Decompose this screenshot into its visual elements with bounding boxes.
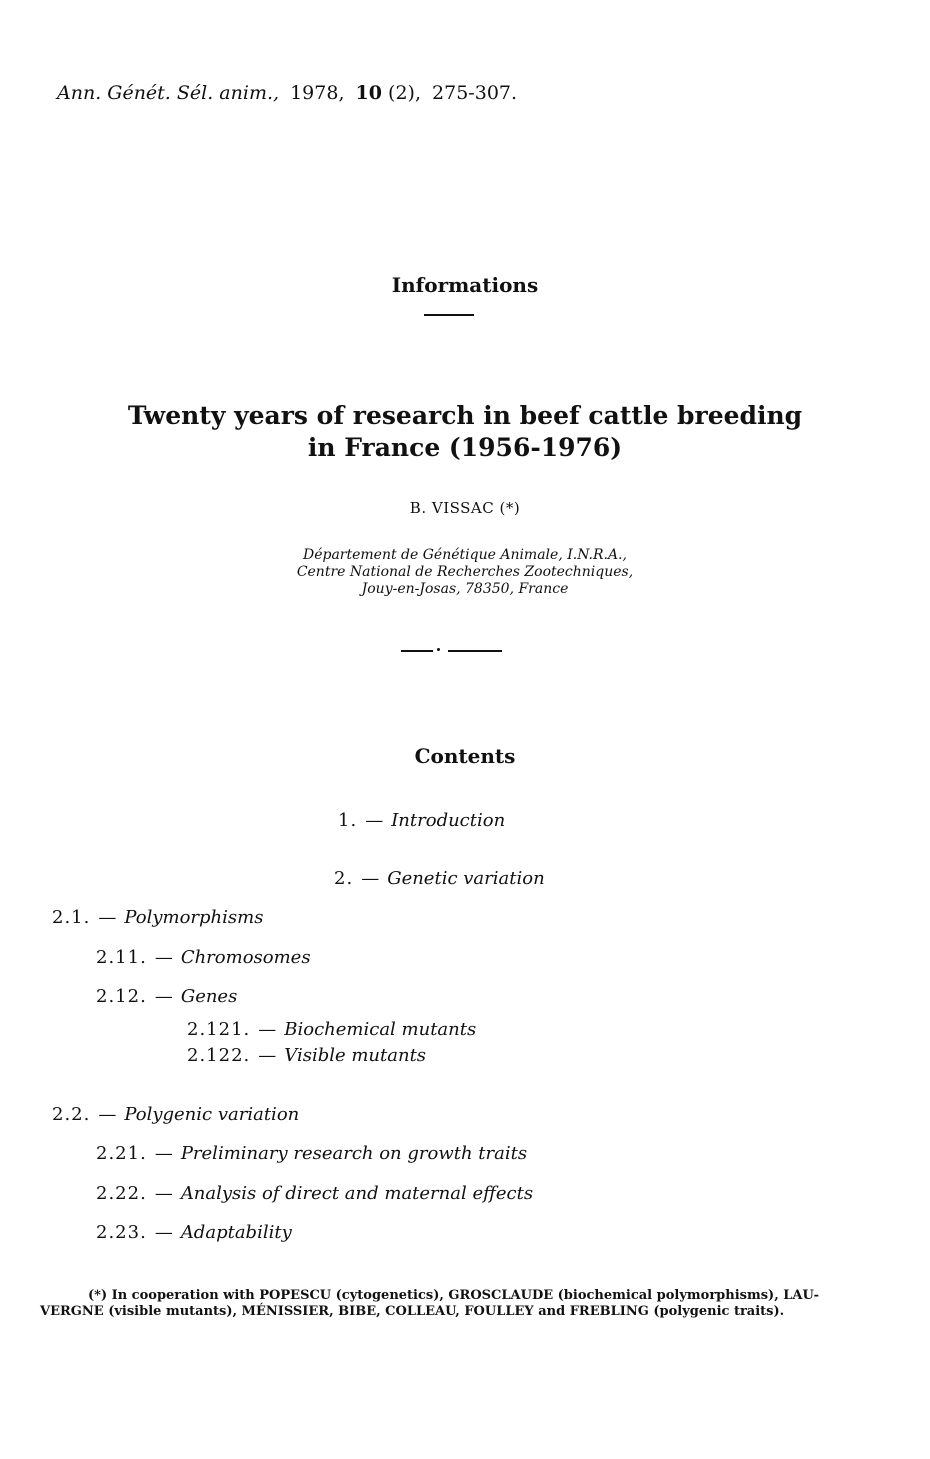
toc-dash: — bbox=[258, 1019, 277, 1040]
toc-label: Biochemical mutants bbox=[284, 1019, 477, 1040]
toc-dash: — bbox=[154, 1143, 173, 1164]
journal-year: 1978, bbox=[290, 82, 345, 104]
toc-item bbox=[52, 907, 263, 928]
contents-heading: Contents bbox=[414, 744, 516, 768]
toc-dash: — bbox=[154, 1183, 173, 1204]
journal-issue: (2), bbox=[388, 82, 421, 104]
toc-label: Chromosomes bbox=[180, 947, 311, 968]
toc-number: 2.122. bbox=[187, 1045, 251, 1066]
footnote-line-1: (*) In cooperation with POPESCU (cytogenetics), GROSCLAUDE (biochemical polymorphisms), LAU- bbox=[88, 1288, 819, 1303]
toc-dash: — bbox=[154, 947, 173, 968]
toc-label: Polygenic variation bbox=[124, 1104, 300, 1125]
toc-number: 2.121. bbox=[187, 1019, 251, 1040]
toc-item bbox=[96, 1222, 292, 1243]
toc-number: 2.2. bbox=[52, 1104, 91, 1125]
toc-number: 2.22. bbox=[96, 1183, 147, 1204]
affiliation-line-1: Département de Génétique Animale, I.N.R.A., bbox=[302, 547, 628, 563]
affiliation bbox=[0, 547, 930, 598]
toc-item bbox=[334, 868, 545, 889]
toc-item bbox=[96, 1143, 527, 1164]
toc-label: Introduction bbox=[391, 810, 506, 831]
separator-dot bbox=[437, 648, 440, 651]
footnote-line-2: VERGNE (visible mutants), MÉNISSIER, BIBE, COLLEAU, FOULLEY and FREBLING (polygenic traits). bbox=[40, 1304, 785, 1319]
toc-item bbox=[96, 947, 311, 968]
separator-rule-left bbox=[401, 650, 433, 652]
toc-number: 2.11. bbox=[96, 947, 147, 968]
section-heading: Informations bbox=[391, 273, 539, 297]
toc-number: 1. bbox=[338, 810, 358, 831]
journal-pages: 275-307. bbox=[432, 82, 518, 104]
footnote bbox=[40, 1288, 900, 1320]
toc-number: 2.21. bbox=[96, 1143, 147, 1164]
toc-dash: — bbox=[258, 1045, 277, 1066]
toc-label: Analysis of direct and maternal effects bbox=[180, 1183, 534, 1204]
toc-number: 2. bbox=[334, 868, 354, 889]
paper-title-line-2: in France (1956-1976) bbox=[307, 433, 623, 462]
toc-dash: — bbox=[98, 907, 117, 928]
separator-rule-right bbox=[448, 650, 502, 652]
toc-number: 2.1. bbox=[52, 907, 91, 928]
author: B. VISSAC (*) bbox=[409, 499, 521, 517]
toc-label: Genetic variation bbox=[387, 868, 545, 889]
toc-label: Polymorphisms bbox=[124, 907, 264, 928]
journal-name: Ann. Génét. Sél. anim., bbox=[57, 82, 280, 104]
paper-title-line-1: Twenty years of research in beef cattle breeding bbox=[127, 401, 803, 430]
toc-label: Preliminary research on growth traits bbox=[180, 1143, 528, 1164]
toc-dash: — bbox=[154, 1222, 173, 1243]
toc-dash: — bbox=[154, 986, 173, 1007]
toc-item bbox=[52, 1104, 299, 1125]
toc-number: 2.23. bbox=[96, 1222, 147, 1243]
toc-item bbox=[187, 1045, 426, 1066]
toc-dash: — bbox=[98, 1104, 117, 1125]
toc-item bbox=[338, 810, 505, 831]
toc-label: Visible mutants bbox=[284, 1045, 427, 1066]
paper-title bbox=[0, 400, 930, 464]
toc-item bbox=[96, 1183, 533, 1204]
toc-number: 2.12. bbox=[96, 986, 147, 1007]
journal-citation bbox=[57, 82, 517, 104]
toc-label: Adaptability bbox=[180, 1222, 292, 1243]
toc-dash: — bbox=[361, 868, 380, 889]
journal-volume: 10 bbox=[355, 82, 382, 104]
toc-item bbox=[187, 1019, 476, 1040]
heading-rule bbox=[424, 314, 474, 316]
affiliation-line-3: Jouy-en-Josas, 78350, France bbox=[361, 581, 569, 597]
toc-item bbox=[96, 986, 237, 1007]
toc-dash: — bbox=[365, 810, 384, 831]
toc-label: Genes bbox=[180, 986, 238, 1007]
affiliation-line-2: Centre National de Recherches Zootechniques, bbox=[296, 564, 634, 580]
